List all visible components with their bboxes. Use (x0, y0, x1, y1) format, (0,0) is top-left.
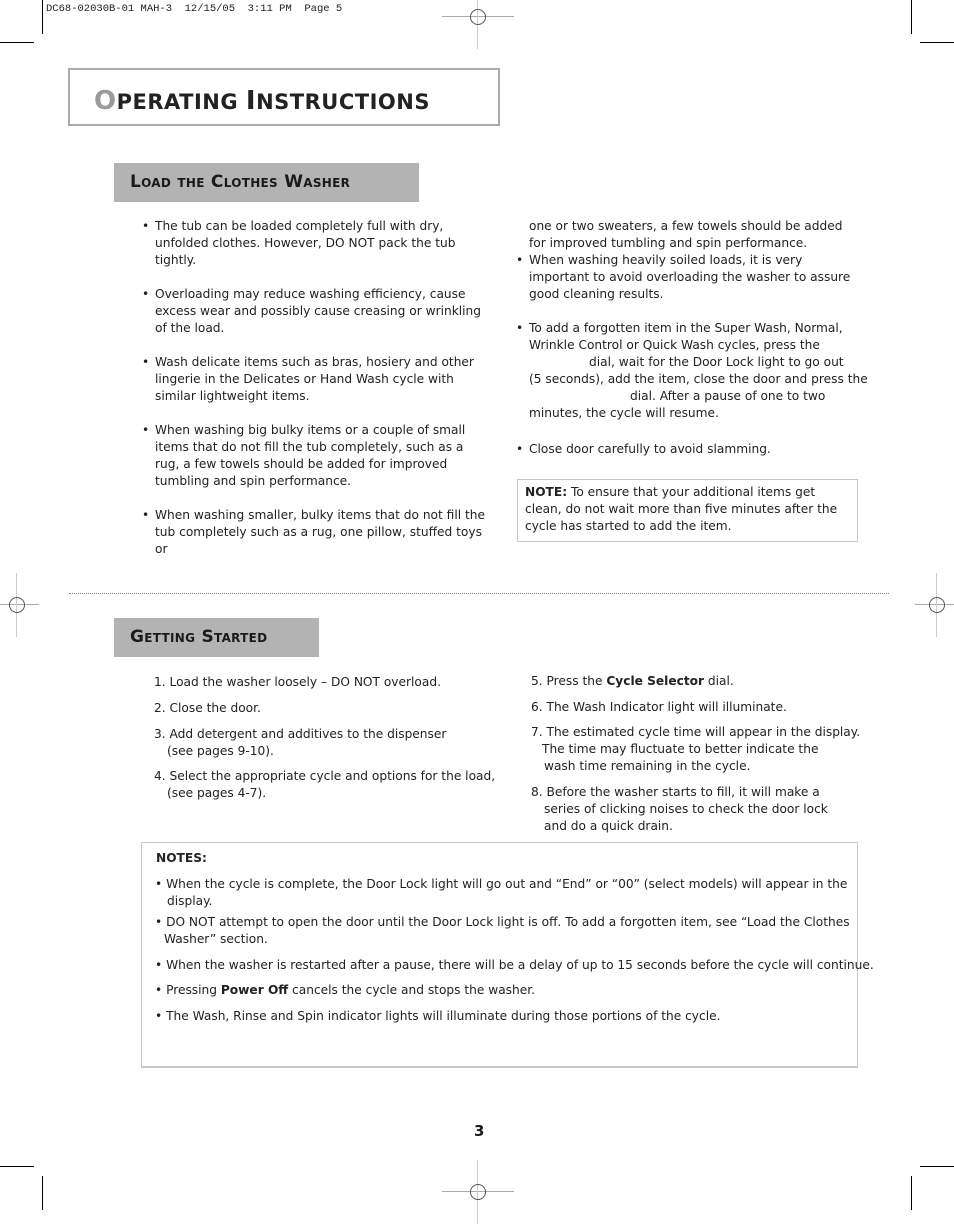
bullet-text: Wash delicate items such as bras, hosiery and other lingerie in the Delicates or Hand Wash cycle with similar lightweight items. (155, 355, 474, 403)
bullet-text: The tub can be loaded completely full with dry, unfolded clothes. However, DO NOT pack the tub tightly. (155, 219, 456, 267)
step-item-cont: (see pages 4-7). (167, 786, 267, 800)
step-text: dial. (704, 674, 734, 688)
crop-mark (920, 1166, 954, 1167)
step-item-cont: wash time remaining in the cycle. (544, 759, 751, 773)
registration-mark-icon (466, 5, 490, 29)
page-number: 3 (474, 1122, 485, 1140)
crop-mark (911, 1176, 912, 1210)
crop-mark (920, 42, 954, 43)
note-item-cont: Washer” section. (164, 932, 268, 946)
step-item: 7. The estimated cycle time will appear in the display. (531, 725, 861, 739)
registration-mark-icon (466, 1180, 490, 1204)
bullet-item: • When washing big bulky items or a couple of small items that do not fill the tub completely, such as a rug, a few towels should be added for improved tumbling and spin performance. (142, 423, 466, 488)
bullet-text-line: (5 seconds), add the item, close the door and press the (529, 372, 868, 386)
step-item: 8. Before the washer starts to fill, it will make a (531, 785, 820, 799)
note-text (525, 484, 853, 535)
bullet-item: • To add a forgotten item in the Super Wash, Normal, Wrinkle Control or Quick Wash cycles, press the (516, 321, 843, 352)
bullet-item: • The tub can be loaded completely full with dry, unfolded clothes. However, DO NOT pack the tub tightly. (142, 219, 456, 267)
bullet-item: • When washing heavily soiled loads, it is very important to avoid overloading the washer to assure good cleaning results. (516, 253, 851, 301)
step-text: 5. Press the (531, 674, 607, 688)
step-item: 3. Add detergent and additives to the dispenser (154, 727, 447, 741)
step-item: 4. Select the appropriate cycle and options for the load, (154, 769, 496, 783)
step-item-cont: (see pages 9-10). (167, 744, 274, 758)
note-item: • DO NOT attempt to open the door until the Door Lock light is off. To add a forgotten item, see “Load the Clothes (155, 915, 850, 929)
crop-mark (911, 0, 912, 34)
section-divider (69, 593, 889, 594)
step-item (531, 673, 734, 690)
note-box (517, 479, 858, 542)
title-initial: O (94, 86, 117, 116)
bullet-continuation: one or two sweaters, a few towels should be added for improved tumbling and spin performance. (529, 219, 843, 250)
bullet-text: Close door carefully to avoid slamming. (529, 442, 771, 456)
bullet-text: When washing heavily soiled loads, it is very important to avoid overloading the washer to assure good cleaning results. (529, 253, 851, 301)
note-label: NOTE: (525, 485, 568, 499)
notes-heading: NOTES: (156, 851, 207, 865)
section-heading-load (114, 163, 419, 202)
note-item: • The Wash, Rinse and Spin indicator lights will illuminate during those portions of the cycle. (155, 1009, 721, 1023)
step-item-cont: series of clicking noises to check the door lock (544, 802, 828, 816)
bullet-item: • Wash delicate items such as bras, hosiery and other lingerie in the Delicates or Hand Wash cycle with similar lightweight items. (142, 355, 474, 403)
note-body: To ensure that your additional items get clean, do not wait more than five minutes after the cycle has started to add the item. (525, 485, 838, 533)
bullet-text-line: dial, wait for the Door Lock light to go out (589, 355, 844, 369)
bullet-text: When washing smaller, bulky items that do not fill the tub completely such as a rug, one pillow, stuffed toys or (155, 508, 485, 556)
bullet-text-line: dial. After a pause of one to two (630, 389, 826, 403)
registration-mark-icon (5, 593, 29, 617)
bullet-text: Overloading may reduce washing efficiency, cause excess wear and possibly cause creasing or wrinkling of the load. (155, 287, 481, 335)
step-item-cont: The time may fluctuate to better indicate the (542, 742, 819, 756)
page-title (94, 86, 430, 116)
title-part: PERATING (116, 90, 246, 114)
title-part: NSTRUCTIONS (256, 90, 430, 114)
step-item: 2. Close the door. (154, 701, 261, 715)
note-item: • When the cycle is complete, the Door Lock light will go out and “End” or “00” (select models) will appear in the (155, 877, 848, 891)
step-item-cont: and do a quick drain. (544, 819, 673, 833)
crop-mark (42, 1176, 43, 1210)
title-initial: I (245, 86, 257, 116)
section-heading-started (114, 618, 319, 657)
note-text: cancels the cycle and stops the washer. (288, 983, 536, 997)
bullet-item: • Close door carefully to avoid slamming. (516, 442, 771, 456)
crop-mark (0, 42, 34, 43)
step-bold: Cycle Selector (606, 674, 705, 688)
notes-box (141, 842, 874, 1068)
bullet-text-line: minutes, the cycle will resume. (529, 406, 719, 420)
step-item: 1. Load the washer loosely – DO NOT overload. (154, 675, 441, 689)
section-heading-text: Load the Clothes Washer (130, 172, 351, 192)
registration-mark-icon (925, 593, 949, 617)
note-item-cont: display. (167, 894, 213, 908)
bullet-item: • When washing smaller, bulky items that do not fill the tub completely such as a rug, one pillow, stuffed toys or (142, 508, 485, 556)
crop-mark (42, 0, 43, 34)
bullet-item: • Overloading may reduce washing efficiency, cause excess wear and possibly cause creasing or wrinkling of the load. (142, 287, 481, 335)
note-text: • Pressing (155, 983, 221, 997)
step-item: 6. The Wash Indicator light will illuminate. (531, 700, 787, 714)
bullet-text: To add a forgotten item in the Super Wash, Normal, Wrinkle Control or Quick Wash cycles, press the (529, 321, 843, 352)
note-item: • When the washer is restarted after a pause, there will be a delay of up to 15 seconds before the cycle will continue. (155, 958, 874, 972)
print-slug: DC68-02030B-01 MAH-3 12/15/05 3:11 PM Page 5 (46, 3, 343, 15)
crop-mark (0, 1166, 34, 1167)
page-title-box (68, 68, 500, 126)
bullet-text: When washing big bulky items or a couple of small items that do not fill the tub completely, such as a rug, a few towels should be added for improved tumbling and spin performance. (155, 423, 466, 488)
note-item (155, 982, 535, 999)
section-heading-text: Getting Started (130, 627, 268, 647)
note-bold: Power Off (220, 983, 289, 997)
